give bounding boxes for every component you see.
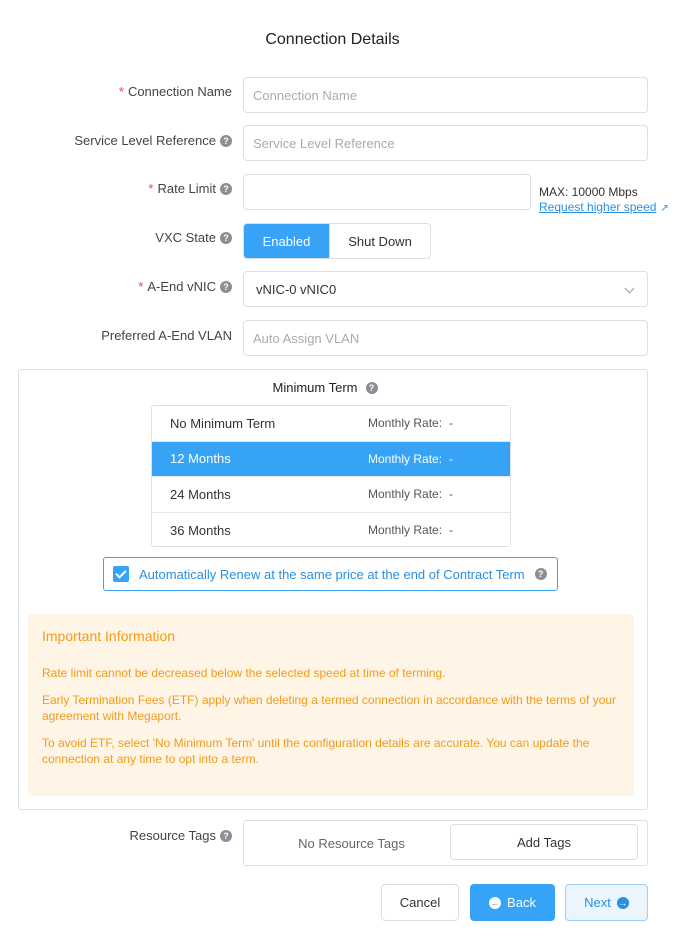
question-circle-icon[interactable]: ?	[535, 568, 547, 580]
cancel-button[interactable]: Cancel	[381, 884, 459, 921]
info-paragraph: To avoid ETF, select 'No Minimum Term' until the configuration details are accurate. You can update the connection at any time to opt into a term.	[42, 736, 590, 766]
arrow-left-circle-icon: ←	[490, 897, 500, 908]
a-end-vnic-label: * A-End vNIC ?	[0, 279, 232, 294]
preferred-vlan-label: Preferred A-End VLAN	[101, 328, 232, 343]
rate-limit-label: * Rate Limit ?	[0, 181, 232, 196]
request-higher-speed-link[interactable]: Request higher speed ↗	[539, 200, 669, 214]
required-mark: *	[118, 84, 124, 99]
minimum-term-title: Minimum Term ?	[0, 380, 650, 395]
a-end-vnic-select[interactable]: vNIC-0 vNIC0	[243, 271, 648, 307]
page-title: Connection Details	[265, 31, 400, 48]
question-circle-icon[interactable]: ?	[220, 281, 232, 293]
important-information-box	[28, 614, 634, 796]
minimum-term-list	[151, 405, 511, 547]
vxc-state-label: VXC State ?	[0, 230, 232, 245]
service-level-reference-label: Service Level Reference ?	[0, 133, 232, 148]
vxc-state-shutdown-button[interactable]: Shut Down	[329, 224, 430, 258]
add-tags-button[interactable]: Add Tags	[450, 824, 638, 860]
term-option-12-months[interactable]: 12 Months Monthly Rate: -	[152, 442, 510, 478]
auto-renew-checkbox[interactable]: Automatically Renew at the same price at the end of Contract Term ?	[103, 557, 558, 591]
back-button[interactable]: ← Back	[470, 884, 555, 921]
preferred-vlan-input[interactable]: Auto Assign VLAN	[243, 320, 648, 356]
next-button[interactable]: Next →	[565, 884, 648, 921]
rate-limit-max-text: MAX: 10000 Mbps	[539, 185, 638, 199]
arrow-right-circle-icon: →	[618, 897, 628, 908]
question-circle-icon[interactable]: ?	[220, 232, 232, 244]
question-circle-icon[interactable]: ?	[366, 382, 378, 394]
external-link-icon: ↗	[660, 203, 669, 214]
service-level-reference-input[interactable]: Service Level Reference	[243, 125, 648, 161]
checkbox-checked-icon[interactable]	[113, 566, 129, 582]
connection-name-label: * Connection Name	[118, 84, 232, 99]
vxc-state-enabled-button[interactable]: Enabled	[244, 224, 329, 258]
no-resource-tags-text: No Resource Tags	[298, 836, 405, 851]
question-circle-icon[interactable]: ?	[220, 183, 232, 195]
term-option-36-months[interactable]: 36 Months Monthly Rate: -	[170, 522, 453, 538]
resource-tags-label: Resource Tags ?	[0, 828, 232, 843]
info-paragraph: Rate limit cannot be decreased below the selected speed at time of terming.	[42, 666, 446, 680]
term-option-no-minimum[interactable]: No Minimum Term Monthly Rate: -	[152, 406, 510, 442]
vxc-state-toggle	[243, 223, 431, 259]
question-circle-icon[interactable]: ?	[220, 135, 232, 147]
term-option-24-months[interactable]: 24 Months Monthly Rate: -	[152, 477, 510, 513]
question-circle-icon[interactable]: ?	[220, 830, 232, 842]
important-information-title: Important Information	[42, 628, 176, 644]
rate-limit-input[interactable]	[243, 174, 531, 210]
connection-name-input[interactable]: Connection Name	[243, 77, 648, 113]
chevron-down-icon	[625, 284, 635, 294]
info-paragraph: Early Termination Fees (ETF) apply when deleting a termed connection in accordance with the terms of your agreement with Megaport.	[42, 693, 617, 723]
